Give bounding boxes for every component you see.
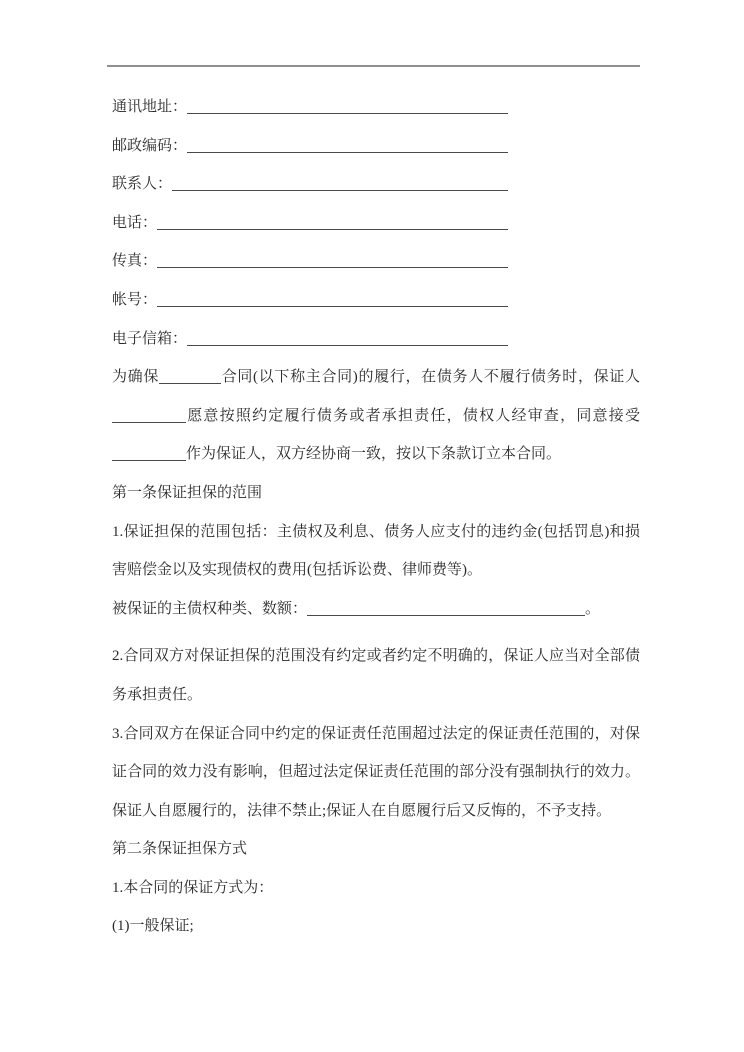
principal-claim-blank-line[interactable] (307, 615, 585, 616)
email-label: 电子信箱： (112, 330, 188, 347)
guarantor-name-blank-2[interactable] (112, 458, 186, 461)
phone-blank-line[interactable] (157, 229, 508, 230)
contract-name-blank[interactable] (159, 381, 221, 384)
contact-field-phone (112, 204, 508, 243)
postal-code-label: 邮政编码： (112, 137, 188, 154)
article-2-option-1-text: (1)一般保证; (112, 918, 194, 935)
preamble-line-2 (112, 397, 640, 436)
contact-field-postal-code (112, 127, 508, 166)
article-1-clause-2-line-2-text: 务承担责任。 (112, 686, 203, 703)
article-1-clause-2-line-1-text: 2.合同双方对保证担保的范围没有约定或者约定不明确的，保证人应当对全部债 (112, 648, 640, 665)
fax-label: 传真： (112, 253, 158, 270)
article-1-clause-1-line-2-text: 害赔偿金以及实现债权的费用(包括诉讼费、律师费等)。 (112, 562, 482, 579)
article-1-clause-1-line-1-text: 1.保证担保的范围包括：主债权及利息、债务人应支付的违约金(包括罚息)和损 (112, 523, 640, 540)
article-1-clause-3-line-1 (112, 715, 640, 754)
article-1-clause-3-line-3-text: 保证人自愿履行的，法律不禁止;保证人在自愿履行后又反悔的，不予支持。 (112, 802, 612, 819)
principal-claim-period: 。 (584, 600, 600, 617)
article-1-clause-1-line-1 (112, 513, 640, 552)
guarantor-name-blank-1[interactable] (112, 420, 186, 423)
article-2-heading-text: 第二条保证担保方式 (112, 841, 248, 858)
principal-claim-field (112, 590, 600, 629)
article-1-heading-text: 第一条保证担保的范围 (112, 484, 263, 501)
article-1-clause-3-line-1-text: 3.合同双方在保证合同中约定的保证责任范围超过法定的保证责任范围的，对保 (112, 725, 640, 742)
article-1-heading (112, 474, 640, 513)
account-number-label: 帐号： (112, 291, 158, 308)
article-2-option-1 (112, 907, 640, 946)
account-number-blank-line[interactable] (157, 306, 508, 307)
contract-body (112, 88, 640, 946)
article-1-clause-3-line-2-text: 证合同的效力没有影响，但超过法定保证责任范围的部分没有强制执行的效力。 (112, 764, 640, 781)
preamble-line-2-text: 愿意按照约定履行债务或者承担责任，债权人经审查，同意接受 (186, 407, 640, 424)
article-1-clause-2-line-2 (112, 676, 640, 715)
email-blank-line[interactable] (187, 345, 508, 346)
fax-blank-line[interactable] (157, 267, 508, 268)
preamble-line-3 (112, 435, 640, 474)
contact-field-contact-person (112, 165, 508, 204)
principal-claim-label: 被保证的主债权种类、数额： (112, 600, 308, 617)
contact-field-mailing-address (112, 88, 508, 127)
article-1-clause-1-line-2 (112, 551, 640, 590)
contact-field-fax (112, 242, 508, 281)
mailing-address-blank-line[interactable] (187, 113, 508, 114)
mailing-address-label: 通讯地址： (112, 99, 188, 115)
article-2-clause-1 (112, 869, 640, 908)
article-1-clause-3-line-2 (112, 753, 640, 792)
contact-field-email (112, 320, 508, 359)
phone-label: 电话： (112, 214, 158, 231)
postal-code-blank-line[interactable] (187, 152, 508, 153)
preamble-line-1 (112, 358, 640, 397)
article-1-clause-3-line-3 (112, 792, 640, 831)
preamble-line-1-text: 合同(以下称主合同)的履行，在债务人不履行债务时，保证人 (221, 369, 640, 386)
article-1-clause-2-line-1 (112, 637, 640, 676)
article-2-clause-1-text: 1.本合同的保证方式为： (112, 879, 274, 896)
header-divider-rule (107, 65, 640, 67)
contact-person-label: 联系人： (112, 176, 173, 193)
contact-person-blank-line[interactable] (172, 190, 508, 191)
contact-field-account-number (112, 281, 508, 320)
preamble-line-3-text: 作为保证人，双方经协商一致，按以下条款订立本合同。 (186, 446, 562, 463)
preamble-line-1-prefix: 为确保 (112, 369, 160, 386)
article-2-heading (112, 830, 640, 869)
